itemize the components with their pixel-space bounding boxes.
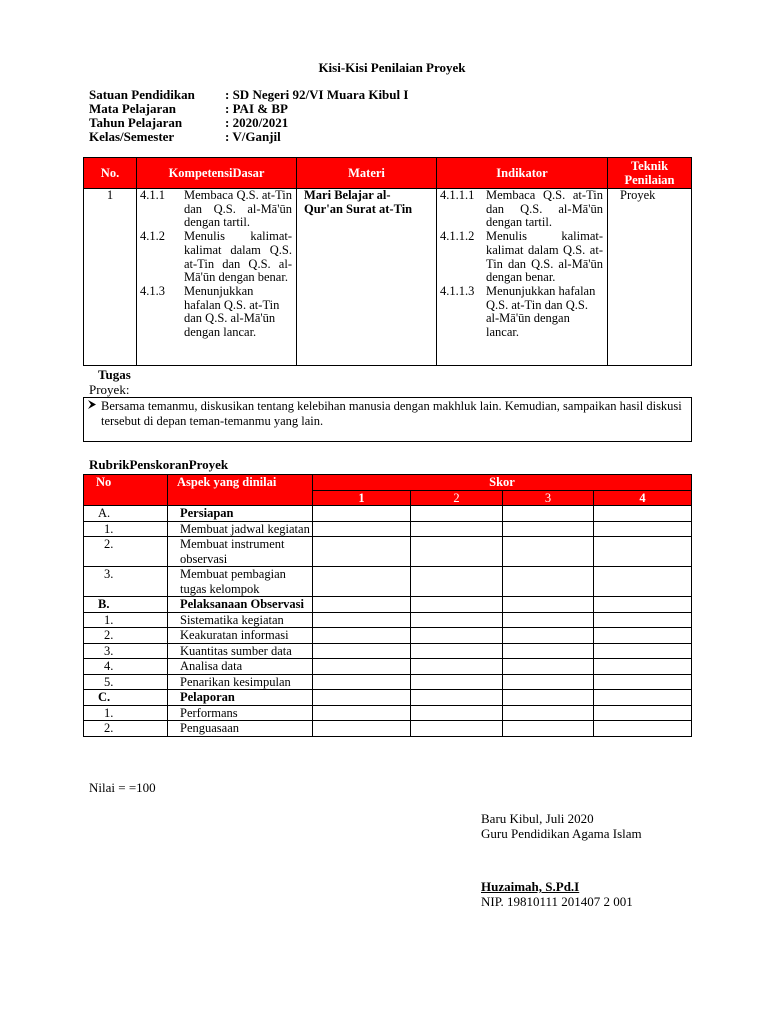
- row-aspek: Kuantitas sumber data: [168, 643, 313, 659]
- table-row: [84, 659, 692, 675]
- identity-block: [89, 88, 408, 144]
- row-no: 3.: [84, 643, 168, 659]
- row-aspek: Persiapan: [168, 506, 313, 522]
- tugas-label: [89, 367, 131, 397]
- score-cell: [594, 674, 692, 690]
- task-box: [83, 397, 692, 442]
- indikator-item: [437, 285, 607, 340]
- meta-row: [89, 102, 408, 116]
- score-cell: [411, 674, 503, 690]
- place-date: Baru Kibul, Juli 2020: [481, 811, 594, 826]
- col-header-materi: Materi: [297, 158, 437, 189]
- task-text: Bersama temanmu, diskusikan tentang kelebihan manusia dengan makhluk lain. Kemudian, sampaikan hasil diskusi tersebut di depan teman-temanmu yang lain.: [101, 399, 682, 428]
- score-cell: [313, 674, 411, 690]
- kd-text: Menulis kalimat-kalimat dalam Q.S. at-Tin dan Q.S. al-Mā'ūn dengan benar.: [184, 229, 292, 285]
- row-aspek: Sistematika kegiatan: [168, 612, 313, 628]
- kd-item: [137, 189, 296, 230]
- row-no: 1.: [84, 521, 168, 537]
- row-no: C.: [84, 690, 168, 706]
- cell-materi: Mari Belajar al-Qur'an Surat at-Tin: [297, 189, 437, 366]
- col-header-no: No: [84, 475, 168, 506]
- meta-value: : SD Negeri 92/VI Muara Kibul I: [225, 87, 409, 102]
- table-row: [84, 643, 692, 659]
- score-cell: [503, 597, 594, 613]
- col-header-teknik: Teknik Penilaian: [608, 158, 692, 189]
- table-row: [84, 674, 692, 690]
- signature-block: [481, 811, 642, 909]
- table-row: [84, 628, 692, 644]
- meta-value: : 2020/2021: [225, 115, 289, 130]
- row-no: 4.: [84, 659, 168, 675]
- score-cell: [503, 674, 594, 690]
- indikator-text: Menunjukkan hafalan Q.S. at-Tin dan Q.S. al-Mā'ūn dengan lancar.: [486, 283, 596, 340]
- score-cell: [411, 628, 503, 644]
- score-cell: [411, 612, 503, 628]
- row-aspek: Penarikan kesimpulan: [168, 674, 313, 690]
- table-row: [84, 567, 692, 597]
- table-row: [84, 521, 692, 537]
- row-no: 1.: [84, 705, 168, 721]
- score-cell: [313, 721, 411, 737]
- row-aspek: Analisa data: [168, 659, 313, 675]
- score-cell: [594, 721, 692, 737]
- row-no: 2.: [84, 628, 168, 644]
- rubrik-title: RubrikPenskoranProyek: [89, 457, 229, 472]
- rubrik-table: [83, 474, 692, 737]
- row-aspek: Penguasaan: [168, 721, 313, 737]
- score-cell: [411, 705, 503, 721]
- kd-code: 4.1.2: [140, 229, 165, 244]
- meta-row: [89, 88, 408, 102]
- row-no: 5.: [84, 674, 168, 690]
- score-cell: [313, 597, 411, 613]
- table-row: [84, 597, 692, 613]
- signer-role: Guru Pendidikan Agama Islam: [481, 826, 642, 841]
- col-header-indikator: Indikator: [437, 158, 608, 189]
- meta-key: Satuan Pendidikan: [89, 87, 195, 102]
- score-header: 1: [313, 490, 411, 506]
- score-cell: [313, 506, 411, 522]
- cell-indikator: [437, 189, 608, 366]
- score-cell: [594, 567, 692, 597]
- row-no: 2.: [84, 721, 168, 737]
- score-cell: [411, 721, 503, 737]
- arrow-bullet-icon: [87, 399, 101, 429]
- score-cell: [503, 659, 594, 675]
- nilai-formula: Nilai = =100: [89, 780, 156, 795]
- table-row: [84, 189, 692, 366]
- score-cell: [313, 643, 411, 659]
- indikator-code: 4.1.1.2: [440, 229, 475, 244]
- task-bullet: [84, 398, 691, 429]
- score-header: 4: [594, 490, 692, 506]
- score-cell: [594, 628, 692, 644]
- row-aspek: Keakuratan informasi: [168, 628, 313, 644]
- col-header-no: No.: [84, 158, 137, 189]
- score-cell: [594, 506, 692, 522]
- rubrik-body: [84, 506, 692, 737]
- meta-key: Tahun Pelajaran: [89, 115, 183, 130]
- indikator-item: [437, 189, 607, 230]
- score-cell: [594, 643, 692, 659]
- indikator-code: 4.1.1.1: [440, 188, 475, 202]
- row-aspek: Pelaksanaan Observasi: [168, 597, 313, 613]
- score-cell: [313, 690, 411, 706]
- score-cell: [503, 567, 594, 597]
- score-cell: [503, 628, 594, 644]
- score-cell: [411, 643, 503, 659]
- kd-code: 4.1.1: [140, 188, 165, 202]
- score-cell: [503, 705, 594, 721]
- score-cell: [594, 597, 692, 613]
- score-cell: [313, 628, 411, 644]
- table-row: [84, 612, 692, 628]
- score-cell: [594, 659, 692, 675]
- kd-text: Menunjukkan hafalan Q.S. at-Tin dan Q.S. al-Mā'ūn dengan lancar.: [184, 283, 280, 340]
- cell-kompetensi: [137, 189, 297, 366]
- kd-item: [137, 230, 296, 285]
- indikator-text: Menulis kalimat-kalimat dalam Q.S. at-Tin dan Q.S. al-Mā'ūn dengan benar.: [486, 229, 603, 285]
- score-cell: [594, 521, 692, 537]
- cell-teknik: Proyek: [608, 189, 692, 366]
- score-cell: [313, 659, 411, 675]
- score-cell: [503, 521, 594, 537]
- score-cell: [313, 567, 411, 597]
- table-row: [84, 690, 692, 706]
- meta-value: : V/Ganjil: [225, 129, 281, 144]
- meta-key: Mata Pelajaran: [89, 101, 177, 116]
- kd-code: 4.1.3: [140, 283, 165, 298]
- row-aspek: Membuat instrument observasi: [168, 537, 313, 567]
- score-cell: [313, 705, 411, 721]
- score-cell: [594, 705, 692, 721]
- score-cell: [411, 521, 503, 537]
- row-no: A.: [84, 506, 168, 522]
- kd-item: [137, 285, 296, 340]
- score-cell: [313, 612, 411, 628]
- score-cell: [411, 597, 503, 613]
- row-no: 3.: [84, 567, 168, 597]
- score-cell: [503, 506, 594, 522]
- score-cell: [503, 643, 594, 659]
- score-cell: [411, 659, 503, 675]
- row-no: 2.: [84, 537, 168, 567]
- score-cell: [594, 690, 692, 706]
- score-cell: [594, 612, 692, 628]
- table-row: [84, 705, 692, 721]
- rubrik-header-row: [84, 475, 692, 491]
- row-aspek: Membuat jadwal kegiatan: [168, 521, 313, 537]
- score-cell: [503, 721, 594, 737]
- col-header-kompetensi: KompetensiDasar: [137, 158, 297, 189]
- table-row: [84, 537, 692, 567]
- tugas-subheading: Proyek:: [89, 382, 130, 397]
- row-aspek: Pelaporan: [168, 690, 313, 706]
- meta-key: Kelas/Semester: [89, 129, 175, 144]
- meta-value: : PAI & BP: [225, 101, 288, 116]
- row-aspek: Membuat pembagian tugas kelompok: [168, 567, 313, 597]
- indikator-code: 4.1.1.3: [440, 283, 475, 298]
- table-row: [84, 506, 692, 522]
- score-cell: [594, 537, 692, 567]
- score-cell: [411, 567, 503, 597]
- table-header-row: [84, 158, 692, 189]
- row-aspek: Performans: [168, 705, 313, 721]
- col-header-aspek: Aspek yang dinilai: [168, 475, 313, 506]
- score-cell: [313, 537, 411, 567]
- score-cell: [411, 537, 503, 567]
- signer-name: Huzaimah, S.Pd.I: [481, 879, 580, 894]
- indikator-text: Membaca Q.S. at-Tin dan Q.S. al-Mā'ūn dengan tartil.: [486, 188, 603, 230]
- kd-text: Membaca Q.S. at-Tin dan Q.S. al-Mā'ūn dengan tartil.: [184, 188, 292, 230]
- row-no: 1.: [84, 612, 168, 628]
- score-cell: [313, 521, 411, 537]
- cell-no: 1: [84, 189, 137, 366]
- score-cell: [411, 506, 503, 522]
- document-title: Kisi-Kisi Penilaian Proyek: [318, 60, 466, 75]
- score-cell: [503, 690, 594, 706]
- signer-nip: NIP. 19810111 201407 2 001: [481, 894, 633, 909]
- table-row: [84, 721, 692, 737]
- score-cell: [503, 537, 594, 567]
- score-header: 2: [411, 490, 503, 506]
- indikator-item: [437, 230, 607, 285]
- kisi-kisi-table: [83, 157, 692, 366]
- score-header: 3: [503, 490, 594, 506]
- meta-row: [89, 130, 408, 144]
- score-cell: [503, 612, 594, 628]
- meta-row: [89, 116, 408, 130]
- col-header-skor: Skor: [313, 475, 692, 491]
- score-cell: [411, 690, 503, 706]
- tugas-heading: Tugas: [98, 367, 131, 382]
- row-no: B.: [84, 597, 168, 613]
